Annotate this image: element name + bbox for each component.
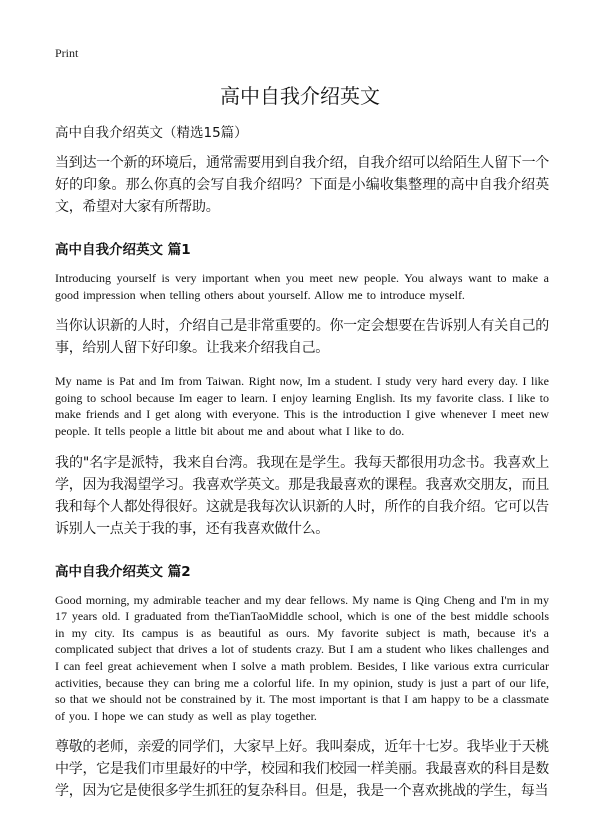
section-1-chinese-paragraph-1: 当你认识新的人时，介绍自己是非常重要的。你一定会想要在告诉别人有关自己的事，给别人留下好印象。让我来介绍我自己。 bbox=[55, 318, 549, 357]
intro-paragraph: 当到达一个新的环境后，通常需要用到自我介绍，自我介绍可以给陌生人留下一个好的印象。那么你真的会写自我介绍吗？下面是小编收集整理的高中自我介绍英文，希望对大家有所帮助。 bbox=[55, 155, 549, 215]
section-1-english-paragraph-2: My name is Pat and Im from Taiwan. Right now, Im a student. I study very hard every day. I like going to school because Im eager to learn. I enjoy learning English. Its my favorite class. I like to make friends and I get along with everyone. This is the introduction I give whenever I meet new people. It tells people a little bit about me and about what I like to do. bbox=[55, 374, 549, 438]
print-link[interactable]: Print bbox=[55, 46, 79, 60]
page-title: 高中自我介绍英文 bbox=[220, 84, 380, 108]
section-1-heading: 高中自我介绍英文 篇1 bbox=[55, 242, 191, 258]
section-2-heading: 高中自我介绍英文 篇2 bbox=[55, 563, 191, 580]
section-2-english-paragraph-1: Good morning, my admirable teacher and my dear fellows. My name is Qing Cheng and I'm in my 17 years old. I graduated from theTianTaoMiddle school, which is one of the best middle schools in my city. Its campus is as beautiful as ours. My favorite subject is math, because it's a complicated subject that drives a lot of students crazy. But I am a student who likes challenges and I can feel great achievement when I solve a math problem. Besides, I like various extra curricular activities, because they can bring me a colorful life. In my opinion, study is just a part of our life, so that we should not be constrained by it. The most important is that I am happy to be a classmate of you. I hope we can study as well as play together. bbox=[55, 592, 549, 723]
section-1-chinese-paragraph-2: 我的"名字是派特，我来自台湾。我现在是学生。我每天都很用功念书。我喜欢上学，因为我渴望学习。我喜欢学英文。那是我最喜欢的课程。我喜欢交朋友，而且我和每个人都处得很好。这就是我每次认识新的人时，所作的自我介绍。它可以告诉别人一点关于我的事，还有我喜欢做什么。 bbox=[55, 454, 549, 537]
section-1-english-paragraph-1: Introducing yourself is very important when you meet new people. You always want to make a good impression when telling others about yourself. Allow me to introduce myself. bbox=[55, 271, 549, 302]
article-body bbox=[55, 121, 549, 802]
section-2-chinese-paragraph-1: 尊敬的老师，亲爱的同学们，大家早上好。我叫秦成，近年十七岁。我毕业于天桃中学，它是我们市里最好的中学，校园和我们校园一样美丽。我最喜欢的科目是数学，因为它是使很多学生抓狂的复杂科目。但是，我是一个喜欢挑战的学生，每当 bbox=[55, 739, 549, 800]
document-subtitle: 高中自我介绍英文（精选15篇） bbox=[55, 125, 248, 141]
